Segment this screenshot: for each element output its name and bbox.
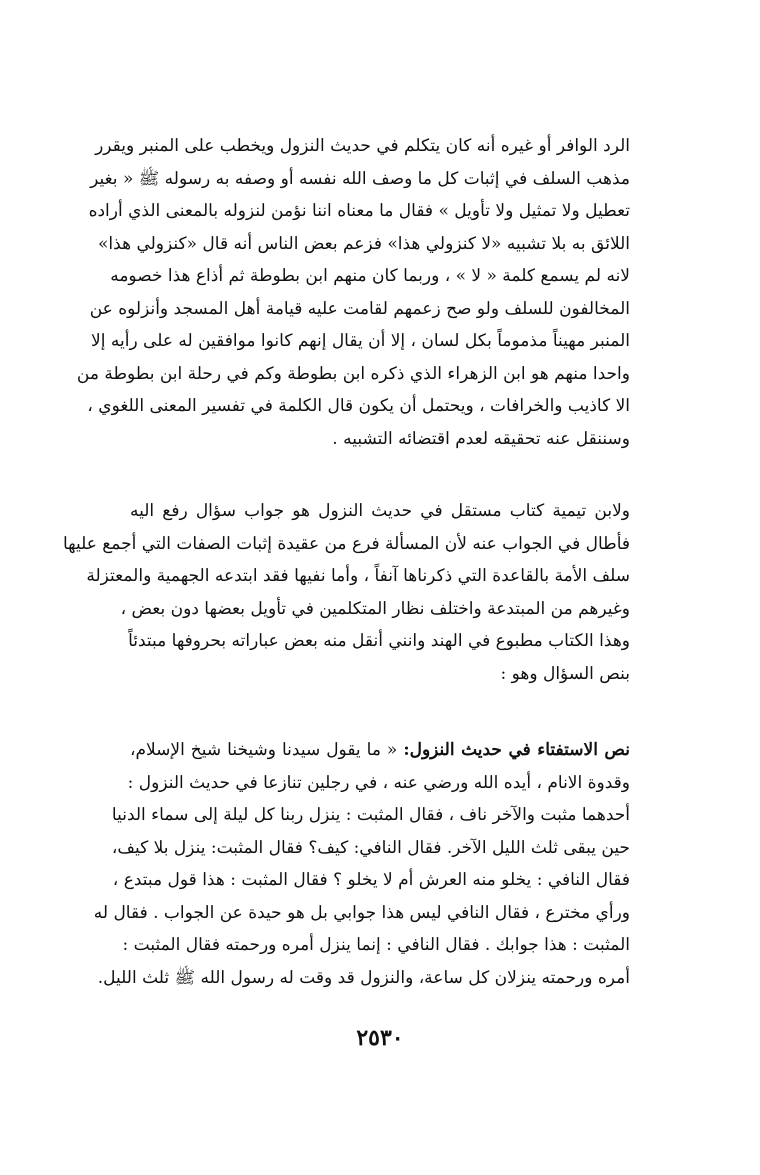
text-line: فقال النافي : يخلو منه العرش أم لا يخلو ؟ فقال المثبت : هذا قول مبتدع ، bbox=[112, 870, 630, 890]
page-body bbox=[62, 130, 630, 994]
heading-continuation: « ما يقول سيدنا وشيخنا شيخ الإسلام، bbox=[130, 740, 398, 760]
paragraph-spacer bbox=[130, 690, 630, 734]
text-line: مذهب السلف في إثبات كل ما وصف الله نفسه أو وصفه به رسوله ﷺ « بغير bbox=[90, 168, 630, 189]
text-line: أحدهما مثبت والآخر ناف ، فقال المثبت : ينزل ربنا كل ليلة إلى سماء الدنيا bbox=[111, 805, 630, 825]
paragraph-1 bbox=[76, 130, 630, 455]
text-line: تعطيل ولا تمثيل ولا تأويل » فقال ما معناه اننا نؤمن لنزوله بالمعنى الذي أراده bbox=[88, 201, 630, 221]
text-line: ورأي مخترع ، فقال النافي ليس هذا جوابي بل هو حيدة عن الجواب . فقال له bbox=[93, 902, 630, 923]
paragraph-2 bbox=[62, 495, 630, 690]
section-heading: نص الاستفتاء في حديث النزول: bbox=[403, 740, 630, 760]
text-line: لانه لم يسمع كلمة « لا » ، وربما كان منهم ابن بطوطة ثم أذاع هذا خصومه bbox=[110, 266, 630, 286]
text-line: فأطال في الجواب عنه لأن المسألة فرع من عقيدة إثبات الصفات التي أجمع عليها bbox=[62, 533, 630, 554]
text-line: المثبت : هذا جوابك . فقال النافي : إنما ينزل أمره ورحمته فقال المثبت : bbox=[122, 935, 630, 955]
text-line: ولابن تيمية كتاب مستقل في حديث النزول هو جواب سؤال رفع اليه bbox=[130, 501, 630, 521]
text-line: الا كاذيب والخرافات ، ويحتمل أن يكون قال الكلمة في تفسير المعنى اللغوي ، bbox=[87, 396, 630, 416]
text-line: أمره ورحمته ينزلان كل ساعة، والنزول قد وقت له رسول الله ﷺ ثلث الليل. bbox=[97, 967, 630, 988]
text-line: واحدا منهم هو ابن الزهراء الذي ذكره ابن بطوطة وكم في رحلة ابن بطوطة من bbox=[76, 363, 630, 384]
text-line: المنبر مهيناً مذموماً بكل لسان ، إلا أن يقال إنهم كانوا موافقين له على رأيه إلا bbox=[91, 331, 630, 351]
text-line: اللائق به بلا تشبيه «لا كنزولي هذا» فزعم بعض الناس أنه قال «كنزولي هذا» bbox=[98, 233, 630, 254]
text-line: وغيرهم من المبتدعة واختلف نظار المتكلمين في تأويل بعضها دون بعض ، bbox=[120, 598, 630, 619]
text-line: وهذا الكتاب مطبوع في الهند وانني أنقل منه بعض عباراته بحروفها مبتدئاً bbox=[128, 631, 630, 651]
text-line: بنص السؤال وهو : bbox=[500, 663, 630, 684]
page-number: ٢٥٣٠ bbox=[356, 1025, 404, 1051]
text-line: وقدوة الانام ، أيده الله ورضي عنه ، في رجلين تنازعا في حديث النزول : bbox=[127, 772, 630, 793]
text-line: سلف الأمة بالقاعدة التي ذكرناها آنفاً ، وأما نفيها فقد ابتدعه الجهمية والمعتزلة bbox=[86, 566, 630, 586]
paragraph-spacer bbox=[130, 455, 630, 495]
text-line: الرد الوافر أو غيره أنه كان يتكلم في حديث النزول ويخطب على المنبر ويقرر bbox=[95, 136, 630, 156]
text-line: وسننقل عنه تحقيقه لعدم اقتضائه التشبيه . bbox=[332, 428, 630, 449]
text-line: حين يبقى ثلث الليل الآخر. فقال النافي: كيف؟ فقال المثبت: ينزل بلا كيف، bbox=[111, 837, 630, 858]
paragraph-3 bbox=[93, 734, 630, 994]
text-line bbox=[130, 734, 630, 767]
text-line: المخالفون للسلف ولو صح زعمهم لقامت عليه قيامة أهل المسجد وأنزلوه عن bbox=[89, 298, 630, 319]
